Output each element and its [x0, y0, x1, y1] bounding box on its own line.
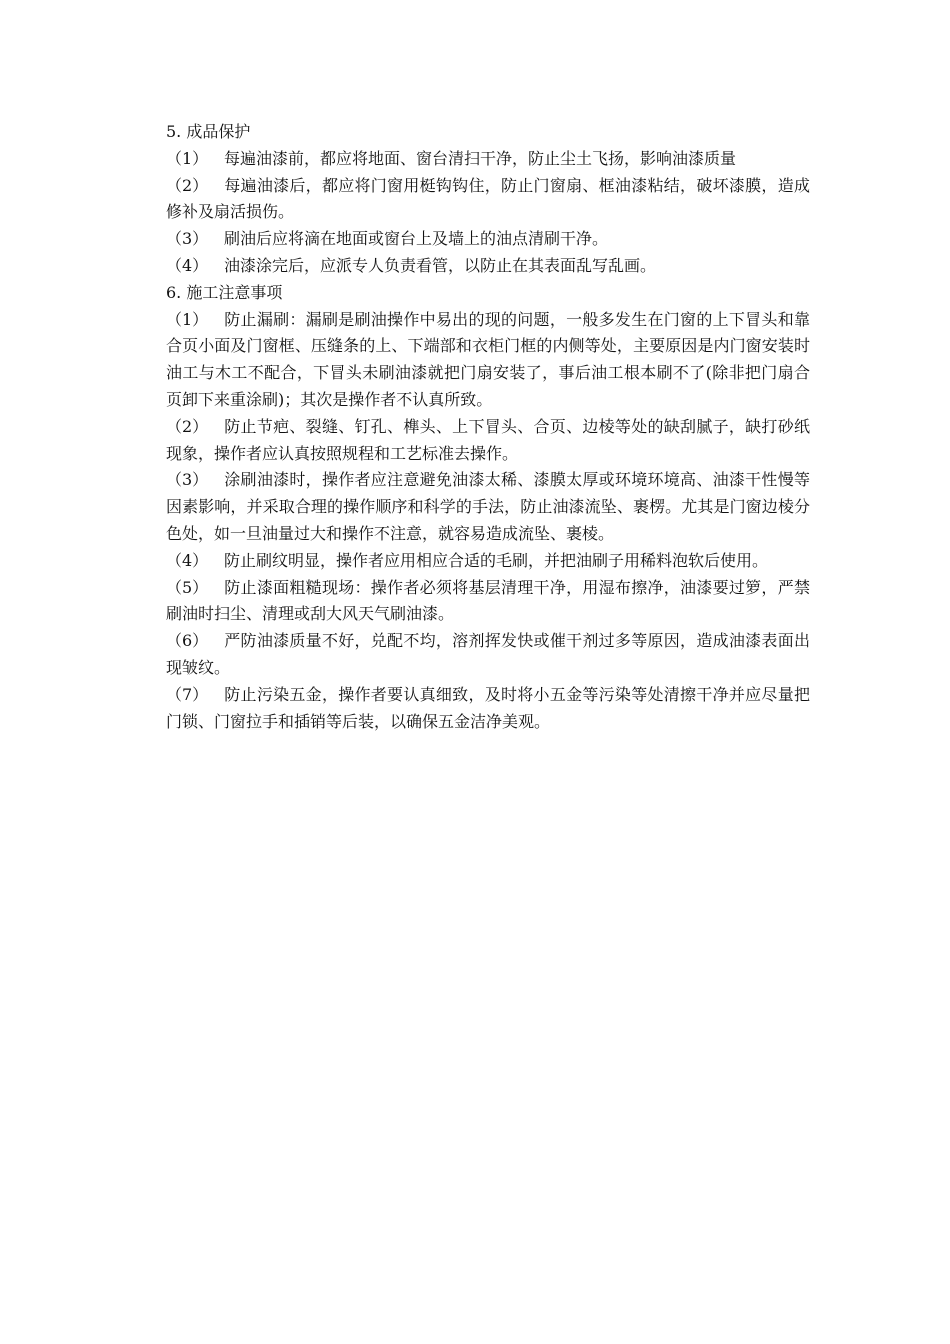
item-text: 防止漆面粗糙现场：操作者必须将基层清理干净，用湿布擦净，油漆要过箩，严禁刷油时扫尘、清理或刮大风天气刷油漆。 [166, 577, 810, 624]
list-item [166, 548, 810, 575]
item-text: 防止节疤、裂缝、钉孔、榫头、上下冒头、合页、边棱等处的缺刮腻子，缺打砂纸现象，操作者应认真按照规程和工艺标准去操作。 [166, 416, 810, 463]
item-text: 防止漏刷：漏刷是刷油操作中易出的现的问题，一般多发生在门窗的上下冒头和靠合页小面及门窗框、压缝条的上、下端部和衣柜门框的内侧等处，主要原因是内门窗安装时油工与木工不配合，下冒头未刷油漆就把门扇安装了，事后油工根本刷不了(除非把门扇合页卸下来重涂刷)；其次是操作者不认真所致。 [166, 309, 810, 409]
section-heading: 6. 施工注意事项 [166, 282, 283, 302]
list-item [166, 467, 810, 547]
item-number: （3） [166, 229, 209, 249]
item-number: （4） [166, 255, 209, 275]
section-construction-notes [166, 280, 810, 736]
item-number: （2） [166, 416, 209, 436]
item-text: 防止污染五金，操作者要认真细致，及时将小五金等污染等处清擦干净并应尽量把门锁、门窗拉手和插销等后装，以确保五金洁净美观。 [166, 684, 810, 731]
item-number: （1） [166, 148, 209, 168]
item-number: （4） [166, 550, 209, 570]
list-item [166, 628, 810, 682]
item-text: 刷油后应将滴在地面或窗台上及墙上的油点清刷干净。 [224, 229, 609, 249]
item-number: （6） [166, 631, 209, 651]
item-text: 油漆涂完后，应派专人负责看管，以防止在其表面乱写乱画。 [224, 255, 657, 275]
list-item [166, 307, 810, 414]
item-text: 每遍油漆前，都应将地面、窗台清扫干净，防止尘土飞扬，影响油漆质量 [224, 148, 737, 168]
list-item [166, 173, 810, 227]
section-finished-product-protection [166, 119, 810, 280]
item-text: 涂刷油漆时，操作者应注意避免油漆太稀、漆膜太厚或环境环境高、油漆干性慢等因素影响，并采取合理的操作顺序和科学的手法，防止油漆流坠、裹楞。尤其是门窗边棱分色处，如一旦油量过大和操作不注意，就容易造成流坠、裹棱。 [166, 470, 810, 543]
item-number: （7） [166, 684, 209, 704]
list-item [166, 682, 810, 736]
list-item [166, 575, 810, 629]
item-text: 每遍油漆后，都应将门窗用梃钩钩住，防止门窗扇、框油漆粘结，破坏漆膜，造成修补及扇活损伤。 [166, 175, 810, 222]
item-text: 严防油漆质量不好，兑配不均，溶剂挥发快或催干剂过多等原因，造成油漆表面出现皱纹。 [166, 631, 810, 677]
document-page [166, 119, 810, 735]
item-text: 防止刷纹明显，操作者应用相应合适的毛刷，并把油刷子用稀料泡软后使用。 [224, 550, 769, 570]
section-heading: 5. 成品保护 [166, 122, 251, 141]
list-item [166, 414, 810, 468]
list-item [166, 146, 810, 173]
list-item [166, 226, 810, 253]
item-number: （2） [166, 175, 209, 195]
item-number: （1） [166, 309, 209, 329]
list-item [166, 253, 810, 280]
item-number: （3） [166, 470, 209, 490]
item-number: （5） [166, 577, 209, 597]
